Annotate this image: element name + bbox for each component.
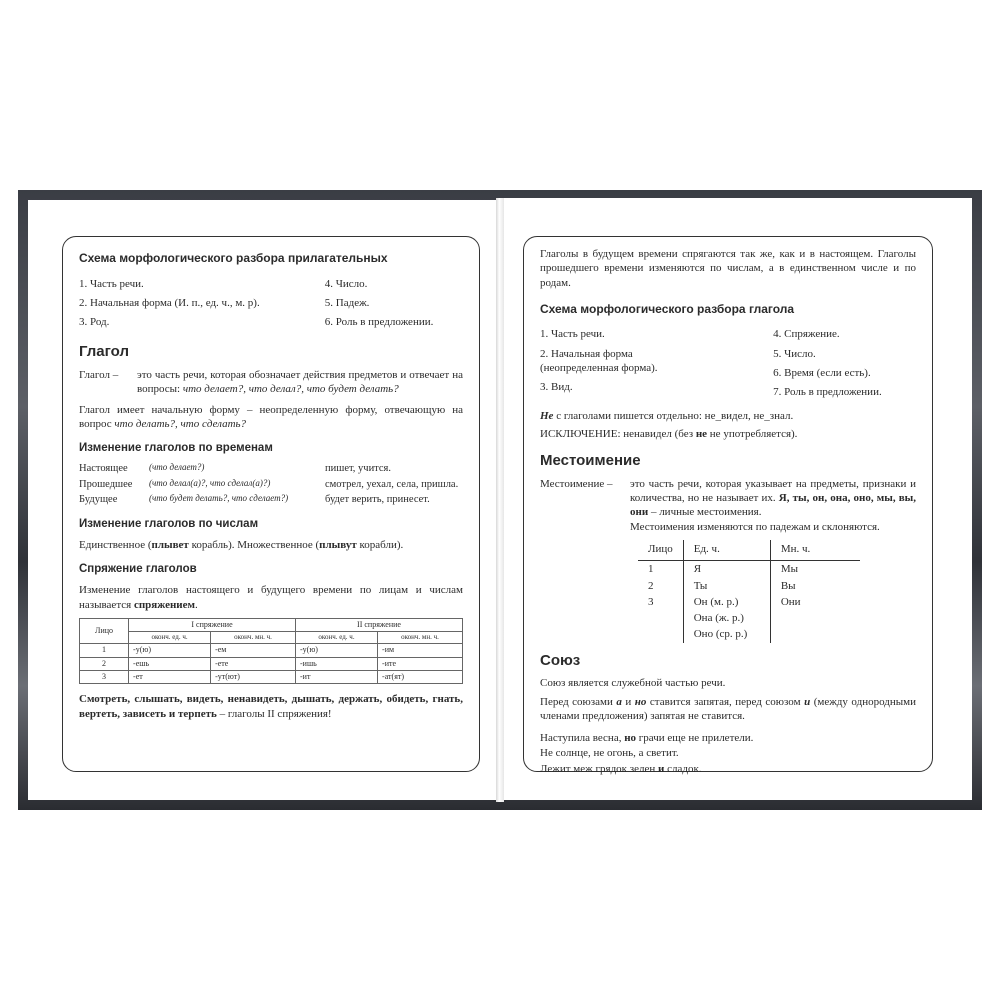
list-item: 6. Роль в предложении. bbox=[324, 316, 434, 329]
list-item: 5. Число. bbox=[773, 347, 816, 360]
list-item: 3. Род. bbox=[79, 316, 110, 329]
verb-schema-title: Схема морфологического разбора глагола bbox=[540, 301, 795, 316]
pronoun-def-text: это часть речи, которая указывает на предметы, признаки и количества, но не называет их. bbox=[630, 477, 916, 505]
adj-schema-title: Схема морфологического разбора прилагательных bbox=[79, 251, 388, 265]
table-header: Ед. ч. bbox=[683, 540, 770, 561]
pronoun-definition: Местоимение – это часть речи, которая указывает на предметы, признаки и количества, но не называет их. Я, ты, он, она, оно, мы, вы, они – личные местоимения. Местоимения изменяются по падежам и склоняются. bbox=[540, 477, 916, 533]
future-tense-text: Глаголы в будущем времени спрягаются так же, как и в настоящем. Глаголы прошедшего времени изменяются по числам, а в единственном числе и по родам. bbox=[540, 248, 916, 289]
table-subheader: оконч. мн. ч. bbox=[211, 632, 296, 644]
verb-schema-list bbox=[540, 327, 916, 404]
number-example: Единственное (плывет корабль). Множественное (плывут корабли). bbox=[79, 538, 404, 551]
right-panel bbox=[523, 236, 933, 775]
table-header: II спряжение bbox=[296, 618, 463, 631]
table-row: 1 Я Мы bbox=[638, 561, 860, 578]
table-header: I спряжение bbox=[129, 618, 296, 631]
table-row: Оно (ср. р.) bbox=[638, 626, 860, 642]
pronoun-declension: Местоимения изменяются по падежам и склоняются. bbox=[630, 520, 880, 533]
conjugation-table bbox=[79, 618, 463, 685]
list-item: 1. Часть речи. bbox=[540, 328, 605, 341]
tense-name: Настоящее bbox=[79, 463, 128, 475]
table-row: 1 -у(ю) -ем -у(ю) -им bbox=[80, 644, 463, 657]
tense-question: (что будет делать?, что сделает?) bbox=[149, 493, 289, 504]
ne-rule: Не с глаголами пишется отдельно: не_видел, не_знал. bbox=[540, 409, 794, 422]
pronoun-table bbox=[638, 540, 860, 643]
verb-heading: Глагол bbox=[79, 343, 129, 361]
list-item: 3. Вид. bbox=[540, 381, 573, 394]
list-item: 1. Часть речи. bbox=[79, 277, 144, 290]
table-subheader: оконч. ед. ч. bbox=[296, 632, 378, 644]
tense-name: Прошедшее bbox=[79, 478, 133, 490]
adj-schema-list bbox=[79, 277, 463, 335]
table-header: Мн. ч. bbox=[770, 540, 860, 561]
table-header: Лицо bbox=[638, 540, 683, 561]
tense-question: (что делал(а)?, что сделал(а)?) bbox=[149, 477, 271, 488]
tense-name: Будущее bbox=[79, 494, 118, 506]
tense-question: (что делает?) bbox=[149, 462, 205, 473]
list-item: 4. Спряжение. bbox=[773, 328, 840, 341]
verb-initial-text: Глагол имеет начальную форму – неопределенную форму, отвечающую на вопрос bbox=[79, 403, 463, 430]
union-example: Лежит меж грядок зелен и сладок. bbox=[540, 762, 702, 775]
union-example: Наступила весна, но грачи еще не прилетели. bbox=[540, 732, 754, 745]
union-comma-rule: Перед союзами а и но ставится запятая, перед союзом и (между однородными членами предложения) запятая не ставится. bbox=[540, 695, 916, 722]
list-item: 6. Время (если есть). bbox=[773, 367, 871, 380]
table-row: 3 Он (м. р.) Они bbox=[638, 594, 860, 610]
verb-term: Глагол – bbox=[79, 368, 119, 381]
table-row: 2 -ешь -ете -ишь -ите bbox=[80, 657, 463, 670]
list-item: 5. Падеж. bbox=[324, 296, 370, 309]
union-heading: Союз bbox=[540, 651, 581, 669]
conjugation-text: Изменение глаголов настоящего и будущего времени по лицам и числам называется спряжением. bbox=[79, 584, 463, 611]
table-subheader: оконч. ед. ч. bbox=[129, 632, 211, 644]
table-row: 2 Ты Вы bbox=[638, 578, 860, 594]
verb-def-questions: что делает?, что делал?, что будет делать? bbox=[182, 383, 399, 396]
tense-example: пишет, учится. bbox=[325, 463, 392, 475]
table-row bbox=[79, 462, 463, 476]
list-item: 2. Начальная форма (неопределенная форма). bbox=[540, 347, 658, 375]
table-row: Она (ж. р.) bbox=[638, 610, 860, 626]
union-text: Союз является служебной частью речи. bbox=[540, 677, 726, 690]
pronoun-heading: Местоимение bbox=[540, 452, 641, 470]
book-spine bbox=[496, 198, 504, 802]
ne-exception: ИСКЛЮЧЕНИЕ: ненавидел (без не не употребляется). bbox=[540, 427, 798, 440]
conjugation-heading: Спряжение глаголов bbox=[79, 563, 197, 576]
tense-example: будет верить, принесет. bbox=[325, 494, 430, 506]
conjugation-exceptions: Смотреть, слышать, видеть, ненавидеть, дышать, держать, обидеть, гнать, вертеть, зависеть и терпеть – глаголы II спряжения! bbox=[79, 693, 463, 720]
table-row: 3 -ет -ут(ют) -ит -ат(ят) bbox=[80, 671, 463, 684]
pronoun-list: Я, ты, он, она, оно, мы, вы, они bbox=[630, 492, 916, 519]
union-example: Не солнце, не огонь, а светит. bbox=[540, 747, 679, 760]
tense-heading: Изменение глаголов по временам bbox=[79, 442, 273, 455]
pronoun-term: Местоимение – bbox=[540, 477, 613, 490]
table-row bbox=[79, 478, 463, 492]
list-item: 7. Роль в предложении. bbox=[773, 386, 882, 399]
table-row bbox=[79, 493, 463, 507]
list-item: 2. Начальная форма (И. п., ед. ч., м. р). bbox=[79, 296, 260, 309]
verb-definition bbox=[79, 368, 463, 397]
left-panel bbox=[62, 236, 480, 772]
verb-initial-questions: что делать?, что сделать? bbox=[114, 417, 247, 430]
table-subheader: оконч. мн. ч. bbox=[378, 632, 463, 644]
tense-example: смотрел, уехал, села, пришла. bbox=[325, 478, 459, 490]
list-item: 4. Число. bbox=[324, 277, 368, 290]
verb-def-text: это часть речи, которая обозначает действия предметов и отвечает на вопросы: bbox=[137, 368, 463, 396]
table-header: Лицо bbox=[80, 618, 129, 643]
number-heading: Изменение глаголов по числам bbox=[79, 518, 259, 531]
